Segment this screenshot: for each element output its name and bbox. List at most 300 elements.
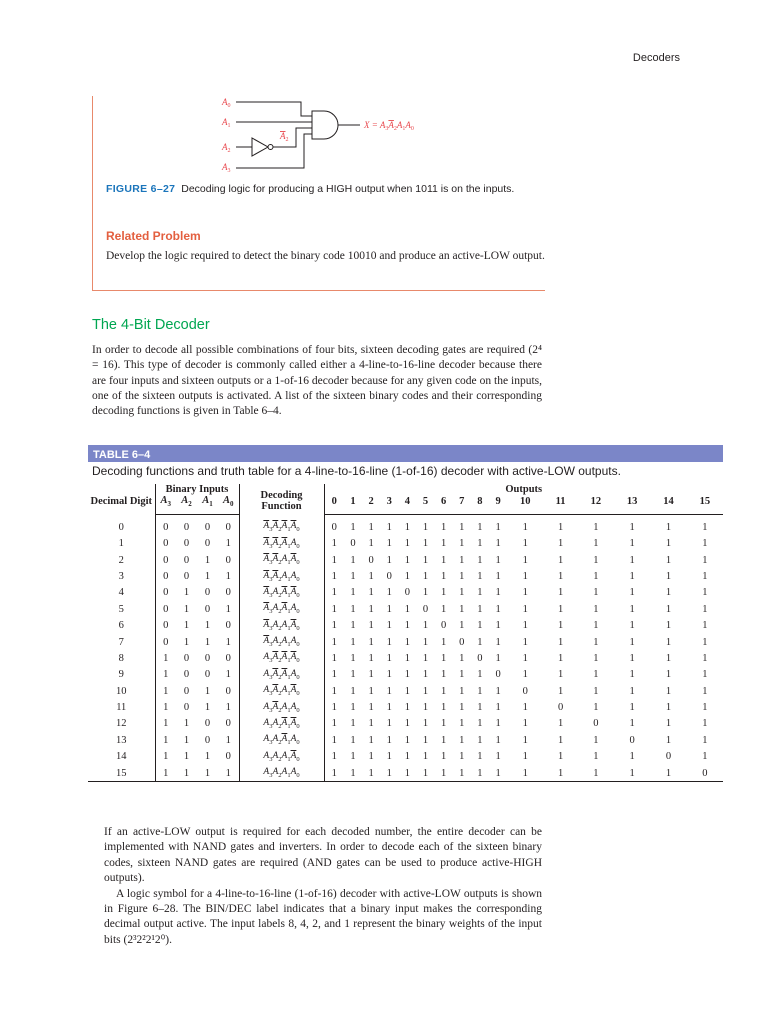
output-cell: 1 [350, 652, 356, 664]
header-output-5: 5 [416, 495, 434, 515]
output-cell: 1 [593, 538, 599, 550]
table-row [88, 535, 723, 551]
input-bit-cell: 1 [163, 734, 169, 746]
header-output-4: 4 [398, 495, 416, 515]
related-problem-text: Develop the logic required to detect the binary code 10010 and produce an active-LOW output. [106, 250, 545, 262]
decoding-function-cell: $A_3\overline{A}_2\overline{A}_1\overline{A}_0$ [239, 650, 324, 666]
output-cell: 1 [404, 603, 410, 615]
output-cell: 1 [665, 521, 672, 533]
output-cell: 1 [459, 718, 465, 730]
decoding-function-cell: $\overline{A}_3A_2\overline{A}_1\overline{A}_0$ [239, 585, 324, 601]
output-cell: 1 [629, 652, 635, 664]
output-cell: 1 [477, 734, 483, 746]
output-cell: 1 [665, 636, 672, 648]
output-cell: 1 [702, 554, 708, 566]
output-cell: 1 [459, 652, 465, 664]
output-cell: 1 [459, 620, 465, 632]
output-cell: 1 [368, 685, 374, 697]
output-cell: 0 [593, 718, 599, 730]
output-cell: 1 [331, 669, 337, 681]
output-cell: 1 [495, 652, 501, 664]
decoding-function-cell: $\overline{A}_3A_2\overline{A}_1A_0$ [239, 601, 324, 617]
output-cell: 1 [441, 718, 447, 730]
input-bit-cell: 1 [183, 718, 190, 730]
output-cell: 1 [350, 636, 356, 648]
output-cell: 1 [441, 554, 447, 566]
output-cell: 1 [459, 751, 465, 763]
input-bit-cell: 1 [183, 636, 190, 648]
related-problem-title: Related Problem [106, 229, 201, 243]
output-cell: 1 [331, 702, 337, 714]
output-cell: 1 [422, 751, 429, 763]
output-cell: 1 [441, 521, 447, 533]
input-bit-cell: 1 [163, 652, 169, 664]
decoding-function-cell: $\overline{A}_3\overline{A}_2\overline{A}_1\overline{A}_0$ [239, 515, 324, 536]
output-cell: 1 [368, 718, 374, 730]
output-cell: 1 [495, 587, 501, 599]
decoding-function-cell: $A_3A_2A_1A_0$ [239, 765, 324, 782]
output-cell: 1 [522, 636, 528, 648]
output-cell: 1 [368, 620, 374, 632]
output-cell: 1 [459, 554, 465, 566]
output-cell: 1 [386, 538, 392, 550]
output-cell: 1 [350, 702, 356, 714]
output-cell: 1 [614, 765, 650, 782]
output-cell: 1 [459, 669, 465, 681]
output-cell: 1 [629, 554, 635, 566]
input-label-a0: $A_0$ [222, 97, 231, 109]
input-bit-cell: 0 [204, 538, 211, 550]
output-cell: 1 [665, 685, 672, 697]
output-cell: 1 [331, 734, 337, 746]
output-cell: 1 [702, 734, 708, 746]
output-cell: 1 [404, 718, 410, 730]
output-cell: 1 [404, 636, 410, 648]
output-cell: 1 [350, 669, 356, 681]
header-output-9: 9 [489, 495, 507, 515]
output-cell: 1 [331, 751, 337, 763]
output-cell: 1 [422, 702, 429, 714]
output-cell: 1 [522, 702, 528, 714]
table-row [88, 749, 723, 765]
output-cell: 1 [477, 751, 483, 763]
decimal-digit-cell: 11 [88, 699, 155, 715]
output-cell: 1 [593, 702, 599, 714]
output-cell: 1 [557, 521, 564, 533]
decoding-function-cell: $A_3\overline{A}_2\overline{A}_1A_0$ [239, 667, 324, 683]
decoding-function-cell: $\overline{A}_3\overline{A}_2A_1\overline{A}_0$ [239, 552, 324, 568]
output-cell: 1 [404, 652, 410, 664]
output-cell: 1 [477, 521, 483, 533]
output-cell: 0 [459, 636, 465, 648]
input-bit-cell: 0 [218, 650, 239, 666]
output-cell: 1 [368, 570, 374, 582]
input-bit-cell: 0 [163, 554, 169, 566]
input-bit-cell: 1 [204, 685, 211, 697]
output-cell: 1 [441, 702, 447, 714]
input-bit-cell: 0 [183, 669, 190, 681]
output-cell: 1 [441, 587, 447, 599]
output-cell: 0 [404, 587, 410, 599]
output-cell: 1 [422, 587, 429, 599]
output-cell: 1 [495, 554, 501, 566]
input-bit-cell: 1 [218, 667, 239, 683]
output-cell: 1 [665, 702, 672, 714]
output-cell: 1 [522, 603, 528, 615]
output-cell: 1 [522, 669, 528, 681]
header-output-11: 11 [543, 495, 577, 515]
output-cell: 1 [344, 765, 362, 782]
table-label: TABLE 6–4 [93, 449, 151, 461]
output-cell: 1 [477, 554, 483, 566]
output-cell: 1 [495, 620, 501, 632]
output-cell: 1 [522, 570, 528, 582]
table-row [88, 634, 723, 650]
output-cell: 0 [629, 734, 635, 746]
decoding-function-cell: $A_3\overline{A}_2A_1A_0$ [239, 699, 324, 715]
output-cell: 1 [650, 765, 686, 782]
output-cell: 1 [489, 765, 507, 782]
input-bit-cell: 0 [183, 652, 190, 664]
intro-paragraph: In order to decode all possible combinations of four bits, sixteen decoding gates are required (2⁴ = 16). This type of decoder is commonly called either a 4-line-to-16-line decoder because there are four inputs and sixteen outputs or a 1-of-16 decoder because for any given code on the inputs, one of the sixteen outputs is activated. A list of the sixteen binary codes and their corresponding decoding functions is given in Table 6–4. [92, 344, 542, 418]
output-cell: 1 [522, 652, 528, 664]
output-cell: 1 [665, 718, 672, 730]
output-cell: 1 [702, 603, 708, 615]
header-output-15: 15 [687, 495, 723, 515]
output-cell: 1 [629, 636, 635, 648]
output-cell: 1 [350, 570, 356, 582]
output-cell: 1 [404, 734, 410, 746]
input-bit-cell: 0 [218, 515, 239, 536]
input-bit-cell: 1 [218, 732, 239, 748]
input-bit-cell: 0 [204, 652, 211, 664]
output-cell: 1 [477, 669, 483, 681]
output-cell: 1 [368, 636, 374, 648]
output-cell: 1 [495, 685, 501, 697]
output-cell: 1 [495, 718, 501, 730]
output-cell: 1 [593, 521, 599, 533]
output-cell: 1 [495, 636, 501, 648]
output-cell: 1 [386, 685, 392, 697]
output-cell: 0 [557, 702, 564, 714]
output-cell: 1 [477, 636, 483, 648]
output-cell: 1 [368, 652, 374, 664]
input-bit-cell: 0 [204, 669, 211, 681]
output-cell: 1 [422, 521, 429, 533]
output-cell: 1 [495, 734, 501, 746]
header-output-2: 2 [362, 495, 380, 515]
input-bit-cell: 1 [218, 634, 239, 650]
input-bit-cell: 1 [183, 734, 190, 746]
output-cell: 1 [629, 620, 635, 632]
output-cell: 1 [441, 669, 447, 681]
table-row [88, 699, 723, 715]
input-bit-cell: 0 [218, 716, 239, 732]
header-input-a2: $A_2$ [176, 495, 197, 515]
input-bit-cell: 1 [218, 765, 239, 782]
input-bit-cell: 0 [163, 636, 169, 648]
output-cell: 1 [386, 669, 392, 681]
output-cell: 1 [593, 734, 599, 746]
output-cell: 1 [422, 570, 429, 582]
truth-table [88, 484, 723, 782]
output-cell: 1 [404, 685, 410, 697]
input-bit-cell: 0 [218, 585, 239, 601]
decimal-digit-cell: 10 [88, 683, 155, 699]
output-cell: 1 [702, 620, 708, 632]
decoding-function-cell: $A_3\overline{A}_2A_1\overline{A}_0$ [239, 683, 324, 699]
output-cell: 1 [331, 538, 337, 550]
output-cell: 1 [386, 603, 392, 615]
output-cell: 1 [386, 636, 392, 648]
output-cell: 0 [368, 554, 374, 566]
input-bit-cell: 1 [163, 751, 169, 763]
input-bit-cell: 0 [163, 587, 169, 599]
output-cell: 1 [629, 751, 635, 763]
decoding-function-cell: $\overline{A}_3A_2A_1\overline{A}_0$ [239, 617, 324, 633]
paragraph-2: A logic symbol for a 4-line-to-16-line (1-of-16) decoder with active-LOW outputs is shown in Figure 6–28. The BIN/DEC label indicates that a binary input makes the corresponding decimal output active. The input labels 8, 4, 2, and 1 represent the binary weights of the input bits (2³2²2¹2⁰). [104, 887, 542, 946]
output-cell: 1 [386, 587, 392, 599]
output-cell: 1 [629, 685, 635, 697]
output-cell: 0 [495, 669, 501, 681]
output-cell: 1 [477, 603, 483, 615]
output-cell: 1 [593, 652, 599, 664]
input-bit-cell: 1 [155, 765, 176, 782]
output-cell: 1 [629, 587, 635, 599]
output-cell: 1 [368, 521, 374, 533]
table-row [88, 617, 723, 633]
decimal-digit-cell: 15 [88, 765, 155, 782]
output-cell: 1 [459, 734, 465, 746]
output-cell: 1 [507, 765, 543, 782]
table-row [88, 650, 723, 666]
output-cell: 1 [350, 685, 356, 697]
input-bit-cell: 0 [163, 570, 169, 582]
output-cell: 1 [459, 538, 465, 550]
input-bit-cell: 0 [204, 603, 211, 615]
output-cell: 1 [593, 620, 599, 632]
output-cell: 1 [495, 603, 501, 615]
input-bit-cell: 0 [183, 685, 190, 697]
input-bit-cell: 0 [218, 683, 239, 699]
input-bit-cell: 1 [163, 685, 169, 697]
output-cell: 1 [477, 538, 483, 550]
output-cell: 1 [557, 570, 564, 582]
output-cell: 1 [459, 685, 465, 697]
decimal-digit-cell: 6 [88, 617, 155, 633]
output-cell: 1 [665, 587, 672, 599]
output-cell: 1 [702, 702, 708, 714]
output-cell: 1 [495, 538, 501, 550]
output-cell: 1 [702, 685, 708, 697]
output-cell: 1 [331, 570, 337, 582]
output-cell: 1 [629, 570, 635, 582]
input-bit-cell: 1 [163, 669, 169, 681]
input-bit-cell: 1 [204, 570, 211, 582]
header-output-8: 8 [471, 495, 489, 515]
input-bit-cell: 1 [218, 601, 239, 617]
output-cell: 1 [522, 620, 528, 632]
output-cell: 1 [386, 521, 392, 533]
output-cell: 1 [422, 554, 429, 566]
output-cell: 1 [459, 603, 465, 615]
output-cell: 1 [331, 620, 337, 632]
output-cell: 1 [522, 521, 528, 533]
output-cell: 1 [380, 765, 398, 782]
output-cell: 1 [331, 636, 337, 648]
input-bit-cell: 1 [204, 554, 211, 566]
output-cell: 1 [477, 702, 483, 714]
output-cell: 1 [441, 652, 447, 664]
output-cell: 1 [441, 538, 447, 550]
output-cell: 1 [368, 669, 374, 681]
output-cell: 1 [665, 570, 672, 582]
input-bit-cell: 0 [204, 718, 211, 730]
input-bit-cell: 0 [204, 587, 211, 599]
output-cell: 1 [459, 587, 465, 599]
output-cell: 1 [350, 603, 356, 615]
output-cell: 1 [422, 636, 429, 648]
output-cell: 1 [477, 620, 483, 632]
output-cell: 1 [557, 751, 564, 763]
output-cell: 1 [543, 765, 577, 782]
input-bit-cell: 1 [204, 751, 211, 763]
input-bit-cell: 1 [183, 587, 190, 599]
output-cell: 1 [422, 685, 429, 697]
table-row [88, 585, 723, 601]
output-cell: 0 [522, 685, 528, 697]
output-cell: 1 [422, 538, 429, 550]
output-cell: 1 [368, 751, 374, 763]
header-output-1: 1 [344, 495, 362, 515]
input-bit-cell: 0 [163, 603, 169, 615]
input-bit-cell: 1 [218, 568, 239, 584]
output-cell: 1 [665, 734, 672, 746]
output-cell: 1 [629, 603, 635, 615]
input-label-a2: $A_2$ [222, 142, 231, 154]
output-cell: 0 [422, 603, 429, 615]
input-bit-cell: 1 [183, 751, 190, 763]
input-bit-cell: 1 [218, 699, 239, 715]
header-decimal-digit: Decimal Digit [88, 484, 155, 515]
decimal-digit-cell: 5 [88, 601, 155, 617]
decoding-function-cell: $\overline{A}_3\overline{A}_2\overline{A}_1A_0$ [239, 535, 324, 551]
output-cell: 1 [350, 734, 356, 746]
output-cell: 1 [665, 669, 672, 681]
output-cell: 1 [404, 521, 410, 533]
output-cell: 1 [557, 620, 564, 632]
header-input-a3: $A_3$ [155, 495, 176, 515]
output-cell: 1 [386, 702, 392, 714]
output-expression: $X = A_3A_2A_1A_0$ [364, 120, 414, 132]
table-caption: Decoding functions and truth table for a 4-line-to-16-line (1-of-16) decoder with active-LOW outputs. [92, 464, 621, 478]
table-row [88, 601, 723, 617]
decimal-digit-cell: 12 [88, 716, 155, 732]
input-label-a3: $A_3$ [222, 162, 231, 174]
output-cell: 1 [441, 751, 447, 763]
output-cell: 1 [665, 603, 672, 615]
output-cell: 1 [557, 587, 564, 599]
input-bit-cell: 1 [163, 702, 169, 714]
output-cell: 1 [629, 521, 635, 533]
output-cell: 1 [702, 751, 708, 763]
input-bit-cell: 1 [176, 765, 197, 782]
output-cell: 1 [441, 570, 447, 582]
output-cell: 1 [495, 702, 501, 714]
header-input-a1: $A_1$ [197, 495, 218, 515]
input-bit-cell: 1 [183, 603, 190, 615]
inverted-a2-label: $A_2$ [280, 131, 289, 143]
output-cell: 1 [422, 718, 429, 730]
output-cell: 1 [629, 669, 635, 681]
output-cell: 0 [386, 570, 392, 582]
output-cell: 1 [350, 521, 356, 533]
output-cell: 1 [495, 570, 501, 582]
output-cell: 1 [557, 652, 564, 664]
output-cell: 1 [702, 636, 708, 648]
decimal-digit-cell: 13 [88, 732, 155, 748]
decimal-digit-cell: 8 [88, 650, 155, 666]
output-cell: 1 [331, 718, 337, 730]
table-row [88, 568, 723, 584]
output-cell: 0 [687, 765, 723, 782]
output-cell: 1 [702, 718, 708, 730]
output-cell: 1 [386, 554, 392, 566]
output-cell: 1 [665, 554, 672, 566]
output-cell: 1 [404, 538, 410, 550]
header-output-3: 3 [380, 495, 398, 515]
output-cell: 0 [331, 521, 337, 533]
output-cell: 1 [459, 521, 465, 533]
output-cell: 1 [386, 718, 392, 730]
output-cell: 1 [441, 603, 447, 615]
output-cell: 1 [578, 765, 614, 782]
input-bit-cell: 0 [204, 734, 211, 746]
header-output-14: 14 [650, 495, 686, 515]
output-cell: 1 [459, 570, 465, 582]
decoding-function-cell: $A_3A_2\overline{A}_1\overline{A}_0$ [239, 716, 324, 732]
table-row [88, 515, 723, 536]
output-cell: 1 [331, 554, 337, 566]
figure-label: FIGURE 6–27 [106, 183, 176, 195]
output-cell: 0 [350, 538, 356, 550]
output-cell: 0 [477, 652, 483, 664]
input-bit-cell: 1 [163, 718, 169, 730]
output-cell: 1 [404, 751, 410, 763]
output-cell: 1 [522, 538, 528, 550]
body-text [104, 825, 542, 948]
output-cell: 1 [368, 702, 374, 714]
decoding-function-cell: $\overline{A}_3A_2A_1A_0$ [239, 634, 324, 650]
output-cell: 1 [435, 765, 453, 782]
input-bit-cell: 1 [204, 702, 211, 714]
output-cell: 1 [331, 587, 337, 599]
output-cell: 1 [368, 603, 374, 615]
output-cell: 1 [477, 570, 483, 582]
output-cell: 1 [331, 685, 337, 697]
output-cell: 1 [522, 718, 528, 730]
output-cell: 1 [350, 620, 356, 632]
output-cell: 1 [477, 718, 483, 730]
output-cell: 1 [593, 636, 599, 648]
input-bit-cell: 0 [204, 521, 211, 533]
header-output-7: 7 [453, 495, 471, 515]
input-bit-cell: 1 [204, 636, 211, 648]
output-cell: 1 [404, 669, 410, 681]
output-cell: 1 [477, 685, 483, 697]
input-bit-cell: 0 [183, 554, 190, 566]
decimal-digit-cell: 2 [88, 552, 155, 568]
